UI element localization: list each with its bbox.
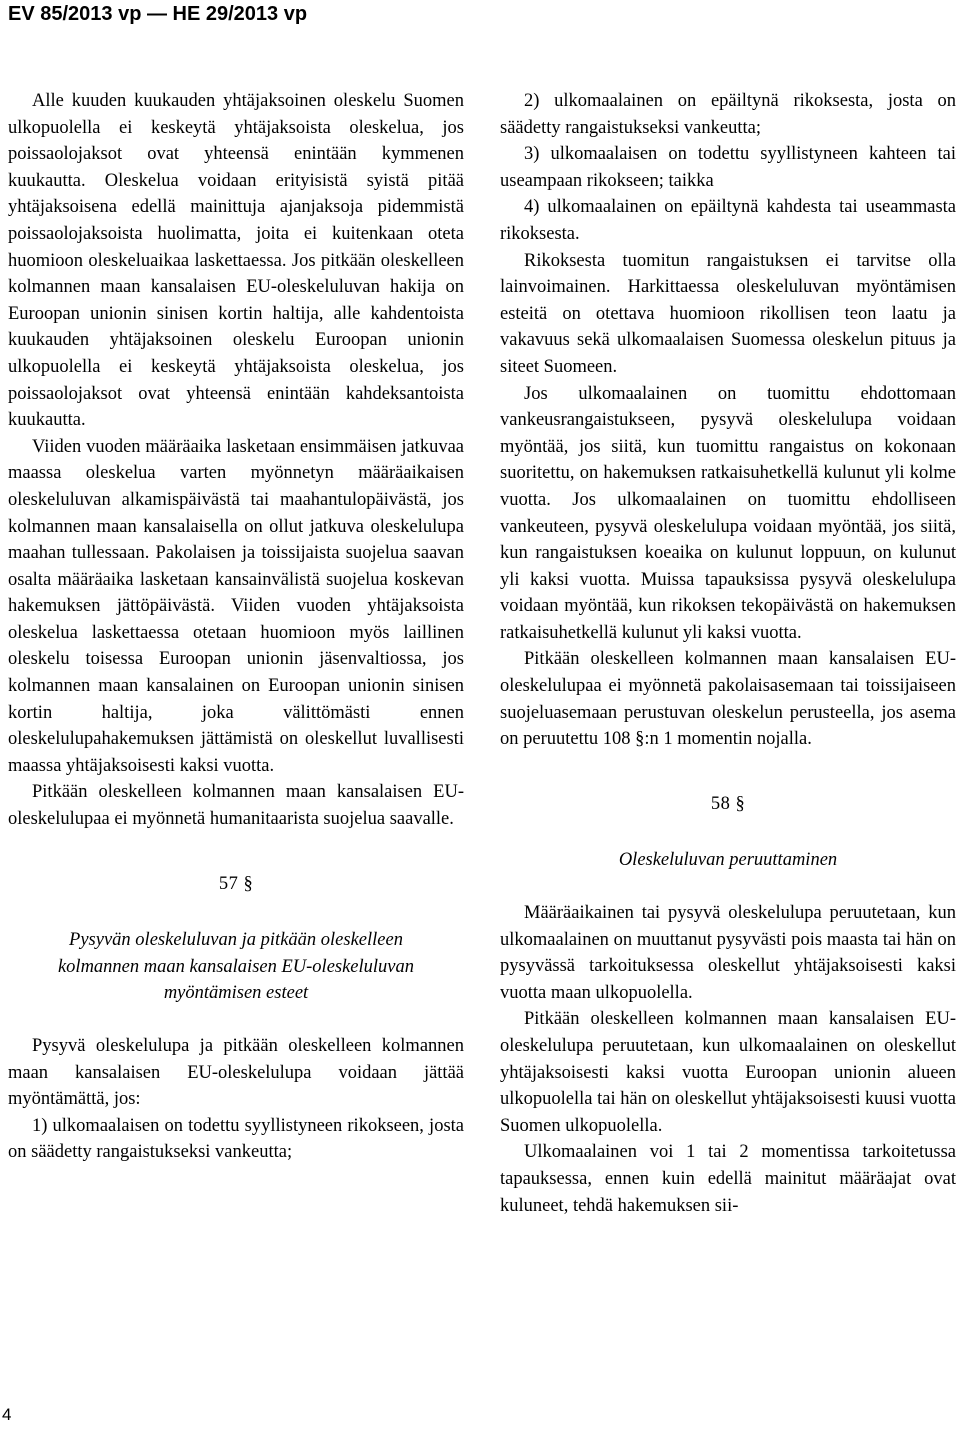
paragraph-application: Ulkomaalainen voi 1 tai 2 momentissa tarkoitetussa tapauksessa, ennen kuin edellä mainitut määräajat ovat kuluneet, tehdä hakemuksen sii- [500, 1142, 956, 1216]
paragraph-sentence-not-final: Rikoksesta tuomitun rangaistuksen ei tarvitse olla lainvoimainen. Harkittaessa oleskeluluvan myöntämisen esteitä on otettava huomioon rikollisen teon laatu ja vakavuus sekä ulkomaalaisen Suomessa oleskelun pituus ja siteet Suomeen. [500, 250, 956, 377]
paragraph-revocation: Määräaikainen tai pysyvä oleskelulupa peruutetaan, kun ulkomaalainen on muuttanut pysyvästi pois maasta tai hän on pysyvässä tarkoituksessa oleskellut yhtäjaksoisesti kaksi vuotta maan ulkopuolella. [500, 903, 956, 1003]
section-57-number: 57 § [218, 873, 254, 894]
section-58-title: Oleskeluluvan peruuttaminen [618, 850, 838, 871]
paragraph-eu-permit-revocation: Pitkään oleskelleen kolmannen maan kansalaisen EU-oleskelulupa peruutetaan, kun ulkomaalainen on oleskellut yhtäjaksoisesti kaksi vuotta Euroopan unionin alueen ulkopuolella tai hän on oleskellut yhtäjaksoisesti kuusi vuotta Suomen ulkopuolella. [500, 1009, 956, 1136]
left-column [8, 88, 464, 1166]
section-58-number: 58 § [710, 793, 746, 814]
paragraph-residence-breaks: Alle kuuden kuukauden yhtäjaksoinen oleskelu Suomen ulkopuolella ei keskeytä yhtäjaksoista oleskelua, jos poissaolojaksot ovat yhteensä enintään kymmenen kuukautta. Oleskelua voidaan erityisistä syistä pitää yhtäjaksoisena edellä mainittuja ajanjaksoja pidemmistä poissaolojaksoista huolimatta, joita ei kuitenkaan oteta huomioon oleskeluaikaa laskettaessa. Jos pitkään oleskelleen kolmannen maan kansalaisen EU-oleskeluluvan hakija on Euroopan unionin sinisen kortin haltija, alle kahdentoista kuukauden yhtäjaksoinen oleskelu Euroopan unionin ulkopuolella ei keskeytä yhtäjaksoista oleskelua, jos poissaolojaksot ovat yhteensä enintään kahdeksantoista kuukautta. [8, 91, 464, 431]
paragraph-refugee-status: Pitkään oleskelleen kolmannen maan kansalaisen EU-oleskelulupaa ei myönnetä pakolaisasemaan tai toissijaiseen suojeluasemaan perustuvan oleskelun perusteella, jos asema on peruutettu 108 §:n 1 momentin nojalla. [500, 649, 956, 750]
paragraph-prison-sentence: Jos ulkomaalainen on tuomittu ehdottomaan vankeusrangaistukseen, pysyvä oleskelulupa voidaan myöntää, jos siitä, kun tuomittu rangaistus on kokonaan suoritettu, on hakemuksen ratkaisuhetkellä kulunut yli kolme vuotta. Jos ulkomaalainen on tuomittu ehdolliseen vankeuteen, pysyvä oleskelulupa voidaan myöntää, jos siitä, kun rangaistuksen koeaika on kulunut loppuun, on kulunut yli kaksi vuotta. Muissa tapauksissa pysyvä oleskelulupa voidaan myöntää, kun rikoksen tekopäivästä on hakemuksen ratkaisuhetkellä kulunut yli kaksi vuotta. [500, 383, 956, 643]
list-item-2: 2) ulkomaalainen on epäiltynä rikoksesta, josta on säädetty rangaistukseksi vankeutta; [500, 91, 956, 138]
list-item-4: 4) ulkomaalainen on epäiltynä kahdesta tai useammasta rikoksesta. [500, 197, 956, 244]
document-header: EV 85/2013 vp — HE 29/2013 vp [8, 3, 308, 25]
right-column [500, 88, 956, 1219]
list-item-3: 3) ulkomaalaisen on todettu syyllistyneen kahteen tai useampaan rikokseen; taikka [500, 144, 956, 191]
section-57-title [8, 927, 464, 1007]
section-57-title-line-3: myöntämisen esteet [163, 983, 309, 1004]
page-number: 4 [2, 1405, 12, 1424]
paragraph-humanitarian: Pitkään oleskelleen kolmannen maan kansalaisen EU-oleskelulupaa ei myönnetä humanitaarista suojelua saavalle. [8, 782, 464, 830]
section-57-title-line-1: Pysyvän oleskeluluvan ja pitkään oleskelleen [69, 930, 403, 951]
section-57-title-line-2: kolmannen maan kansalaisen EU-oleskeluluvan [57, 956, 415, 977]
section-57-intro: Pysyvä oleskelulupa ja pitkään oleskelleen kolmannen maan kansalaisen EU-oleskelulupa voidaan jättää myöntämättä, jos: [8, 1036, 464, 1110]
paragraph-five-year-period: Viiden vuoden määräaika lasketaan ensimmäisen jatkuvaa maassa oleskelua varten myönnetyn määräaikaisen oleskeluluvan alkamispäivästä tai maahantulopäivästä, jos kolmannen maan kansalaisella on ollut jatkuva oleskelulupa maahan tullessaan. Pakolaisen ja toissijaista suojelua saavan osalta määräaika lasketaan kansainvälistä suojelua koskevan hakemuksen jättöpäivästä. Viiden vuoden yhtäjaksoista oleskelua laskettaessa otetaan huomioon myös laillinen oleskelu toisessa Euroopan unionin jäsenvaltiossa, jos kolmannen maan kansalainen on Euroopan unionin sinisen kortin haltija, joka välittömästi ennen oleskelulupahakemuksen jättämistä on oleskellut luvallisesti maassa yhtäjaksoisesti kaksi vuotta. [8, 436, 464, 776]
list-item-1: 1) ulkomaalaisen on todettu syyllistyneen rikokseen, josta on säädetty rangaistukseksi vankeutta; [8, 1115, 464, 1163]
